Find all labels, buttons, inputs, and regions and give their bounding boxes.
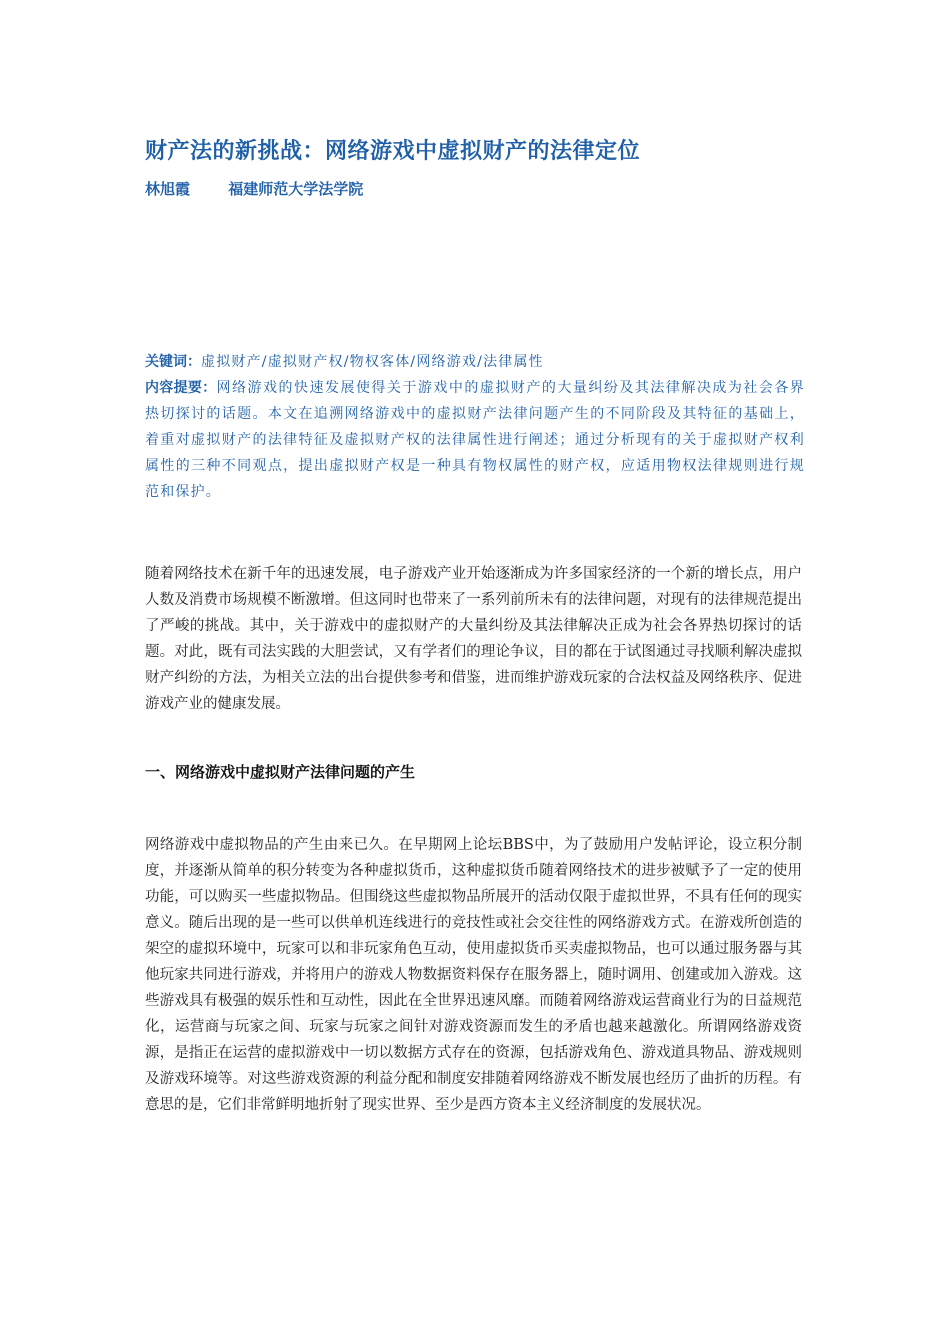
keywords-text: 虚拟财产/虚拟财产权/物权客体/网络游戏/法律属性 xyxy=(201,354,544,370)
byline xyxy=(145,178,363,199)
abstract-text: 网络游戏的快速发展使得关于游戏中的虚拟财产的大量纠纷及其法律解决成为社会各界热切探讨的话题。本文在追溯网络游戏中的虚拟财产法律问题产生的不同阶段及其特征的基础上，着重对虚拟财产的法律特征及虚拟财产权的法律属性进行阐述；通过分析现有的关于虚拟财产权利属性的三种不同观点，提出虚拟财产权是一种具有物权属性的财产权，应适用物权法律规则进行规范和保护。 xyxy=(145,380,805,500)
author-name: 林旭霞 xyxy=(145,180,191,198)
section-heading: 一、网络游戏中虚拟财产法律问题的产生 xyxy=(145,763,416,781)
abstract-block xyxy=(145,349,805,505)
intro-paragraph: 随着网络技术在新千年的迅速发展，电子游戏产业开始逐渐成为许多国家经济的一个新的增长点，用户人数及消费市场规模不断激增。但这同时也带来了一系列前所未有的法律问题，对现有的法律规范提出了严峻的挑战。其中，关于游戏中的虚拟财产的大量纠纷及其法律解决正成为社会各界热切探讨的话题。对此，既有司法实践的大胆尝试，又有学者们的理论争议，目的都在于试图通过寻找顺利解决虚拟财产纠纷的方法，为相关立法的出台提供参考和借鉴，进而维护游戏玩家的合法权益及网络秩序、促进游戏产业的健康发展。 xyxy=(145,566,802,712)
abstract-label: 内容提要： xyxy=(145,380,217,396)
keywords-line xyxy=(145,349,805,375)
keywords-label: 关键词： xyxy=(145,354,201,370)
paper-title: 财产法的新挑战：网络游戏中虚拟财产的法律定位 xyxy=(145,139,641,164)
author-affiliation: 福建师范大学法学院 xyxy=(228,180,364,198)
abstract-paragraph xyxy=(145,375,805,505)
section-paragraph: 网络游戏中虚拟物品的产生由来已久。在早期网上论坛BBS中，为了鼓励用户发帖评论，设立积分制度，并逐渐从简单的积分转变为各种虚拟货币，这种虚拟货币随着网络技术的进步被赋予了一定的使用功能，可以购买一些虚拟物品。但围绕这些虚拟物品所展开的活动仅限于虚拟世界，不具有任何的现实意义。随后出现的是一些可以供单机连线进行的竞技性或社会交往性的网络游戏方式。在游戏所创造的架空的虚拟环境中，玩家可以和非玩家角色互动，使用虚拟货币买卖虚拟物品，也可以通过服务器与其他玩家共同进行游戏，并将用户的游戏人物数据资料保存在服务器上，随时调用、创建或加入游戏。这些游戏具有极强的娱乐性和互动性，因此在全世界迅速风靡。而随着网络游戏运营商业行为的日益规范化，运营商与玩家之间、玩家与玩家之间针对游戏资源而发生的矛盾也越来越激化。所谓网络游戏资源，是指正在运营的虚拟游戏中一切以数据方式存在的资源，包括游戏角色、游戏道具物品、游戏规则及游戏环境等。对这些游戏资源的利益分配和制度安排随着网络游戏不断发展也经历了曲折的历程。有意思的是，它们非常鲜明地折射了现实世界、至少是西方资本主义经济制度的发展状况。 xyxy=(145,837,802,1113)
